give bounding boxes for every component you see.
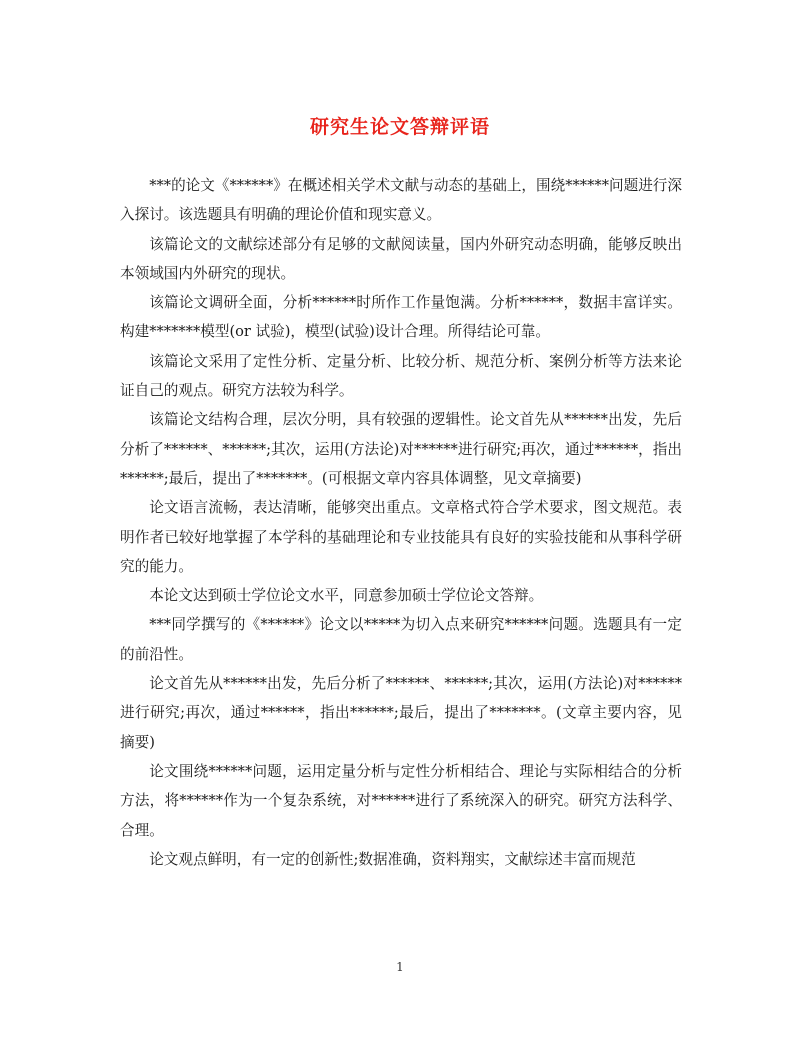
document-body — [120, 171, 682, 874]
page-number: 1 — [396, 960, 404, 974]
paragraph: 论文语言流畅，表达清晰，能够突出重点。文章格式符合学术要求，图文规范。表明作者已较好地掌握了本学科的基础理论和专业技能具有良好的实验技能和从事科学研究的能力。 — [120, 499, 682, 575]
paragraph: 该篇论文采用了定性分析、定量分析、比较分析、规范分析、案例分析等方法来论证自己的观点。研究方法较为科学。 — [120, 352, 682, 400]
paragraph: 本论文达到硕士学位论文水平，同意参加硕士学位论文答辩。 — [149, 587, 544, 605]
paragraph: 该篇论文结构合理，层次分明，具有较强的逻辑性。论文首先从******出发，先后分析了******、******;其次，运用(方法论)对******进行研究;再次，通过******，指出******;最后，提出了*******。(可根据文章内容具体调整，见文章摘要) — [120, 411, 682, 487]
paragraph: 论文围绕******问题，运用定量分析与定性分析相结合、理论与实际相结合的分析方法，将******作为一个复杂系统，对******进行了系统深入的研究。研究方法科学、合理。 — [120, 762, 682, 839]
paragraph: ***的论文《******》在概述相关学术文献与动态的基础上，围绕******问题进行深入探讨。该选题具有明确的理论价值和现实意义。 — [120, 177, 682, 224]
paragraph: 该篇论文调研全面，分析******时所作工作量饱满。分析******，数据丰富详实。构建*******模型(or 试验)，模型(试验)设计合理。所得结论可靠。 — [120, 294, 682, 341]
paragraph: 论文首先从******出发，先后分析了******、******;其次，运用(方法论)对******进行研究;再次，通过******，指出******;最后，提出了*******。(文章主要内容，见摘要) — [120, 675, 682, 751]
paragraph: 该篇论文的文献综述部分有足够的文献阅读量，国内外研究动态明确，能够反映出本领域国内外研究的现状。 — [120, 235, 682, 282]
document-title: 研究生论文答辩评语 — [309, 116, 490, 138]
paragraph: 论文观点鲜明，有一定的创新性;数据准确，资料翔实，文献综述丰富而规范 — [149, 850, 636, 868]
paragraph: ***同学撰写的《******》论文以*****为切入点来研究******问题。选题具有一定的前沿性。 — [120, 616, 682, 663]
